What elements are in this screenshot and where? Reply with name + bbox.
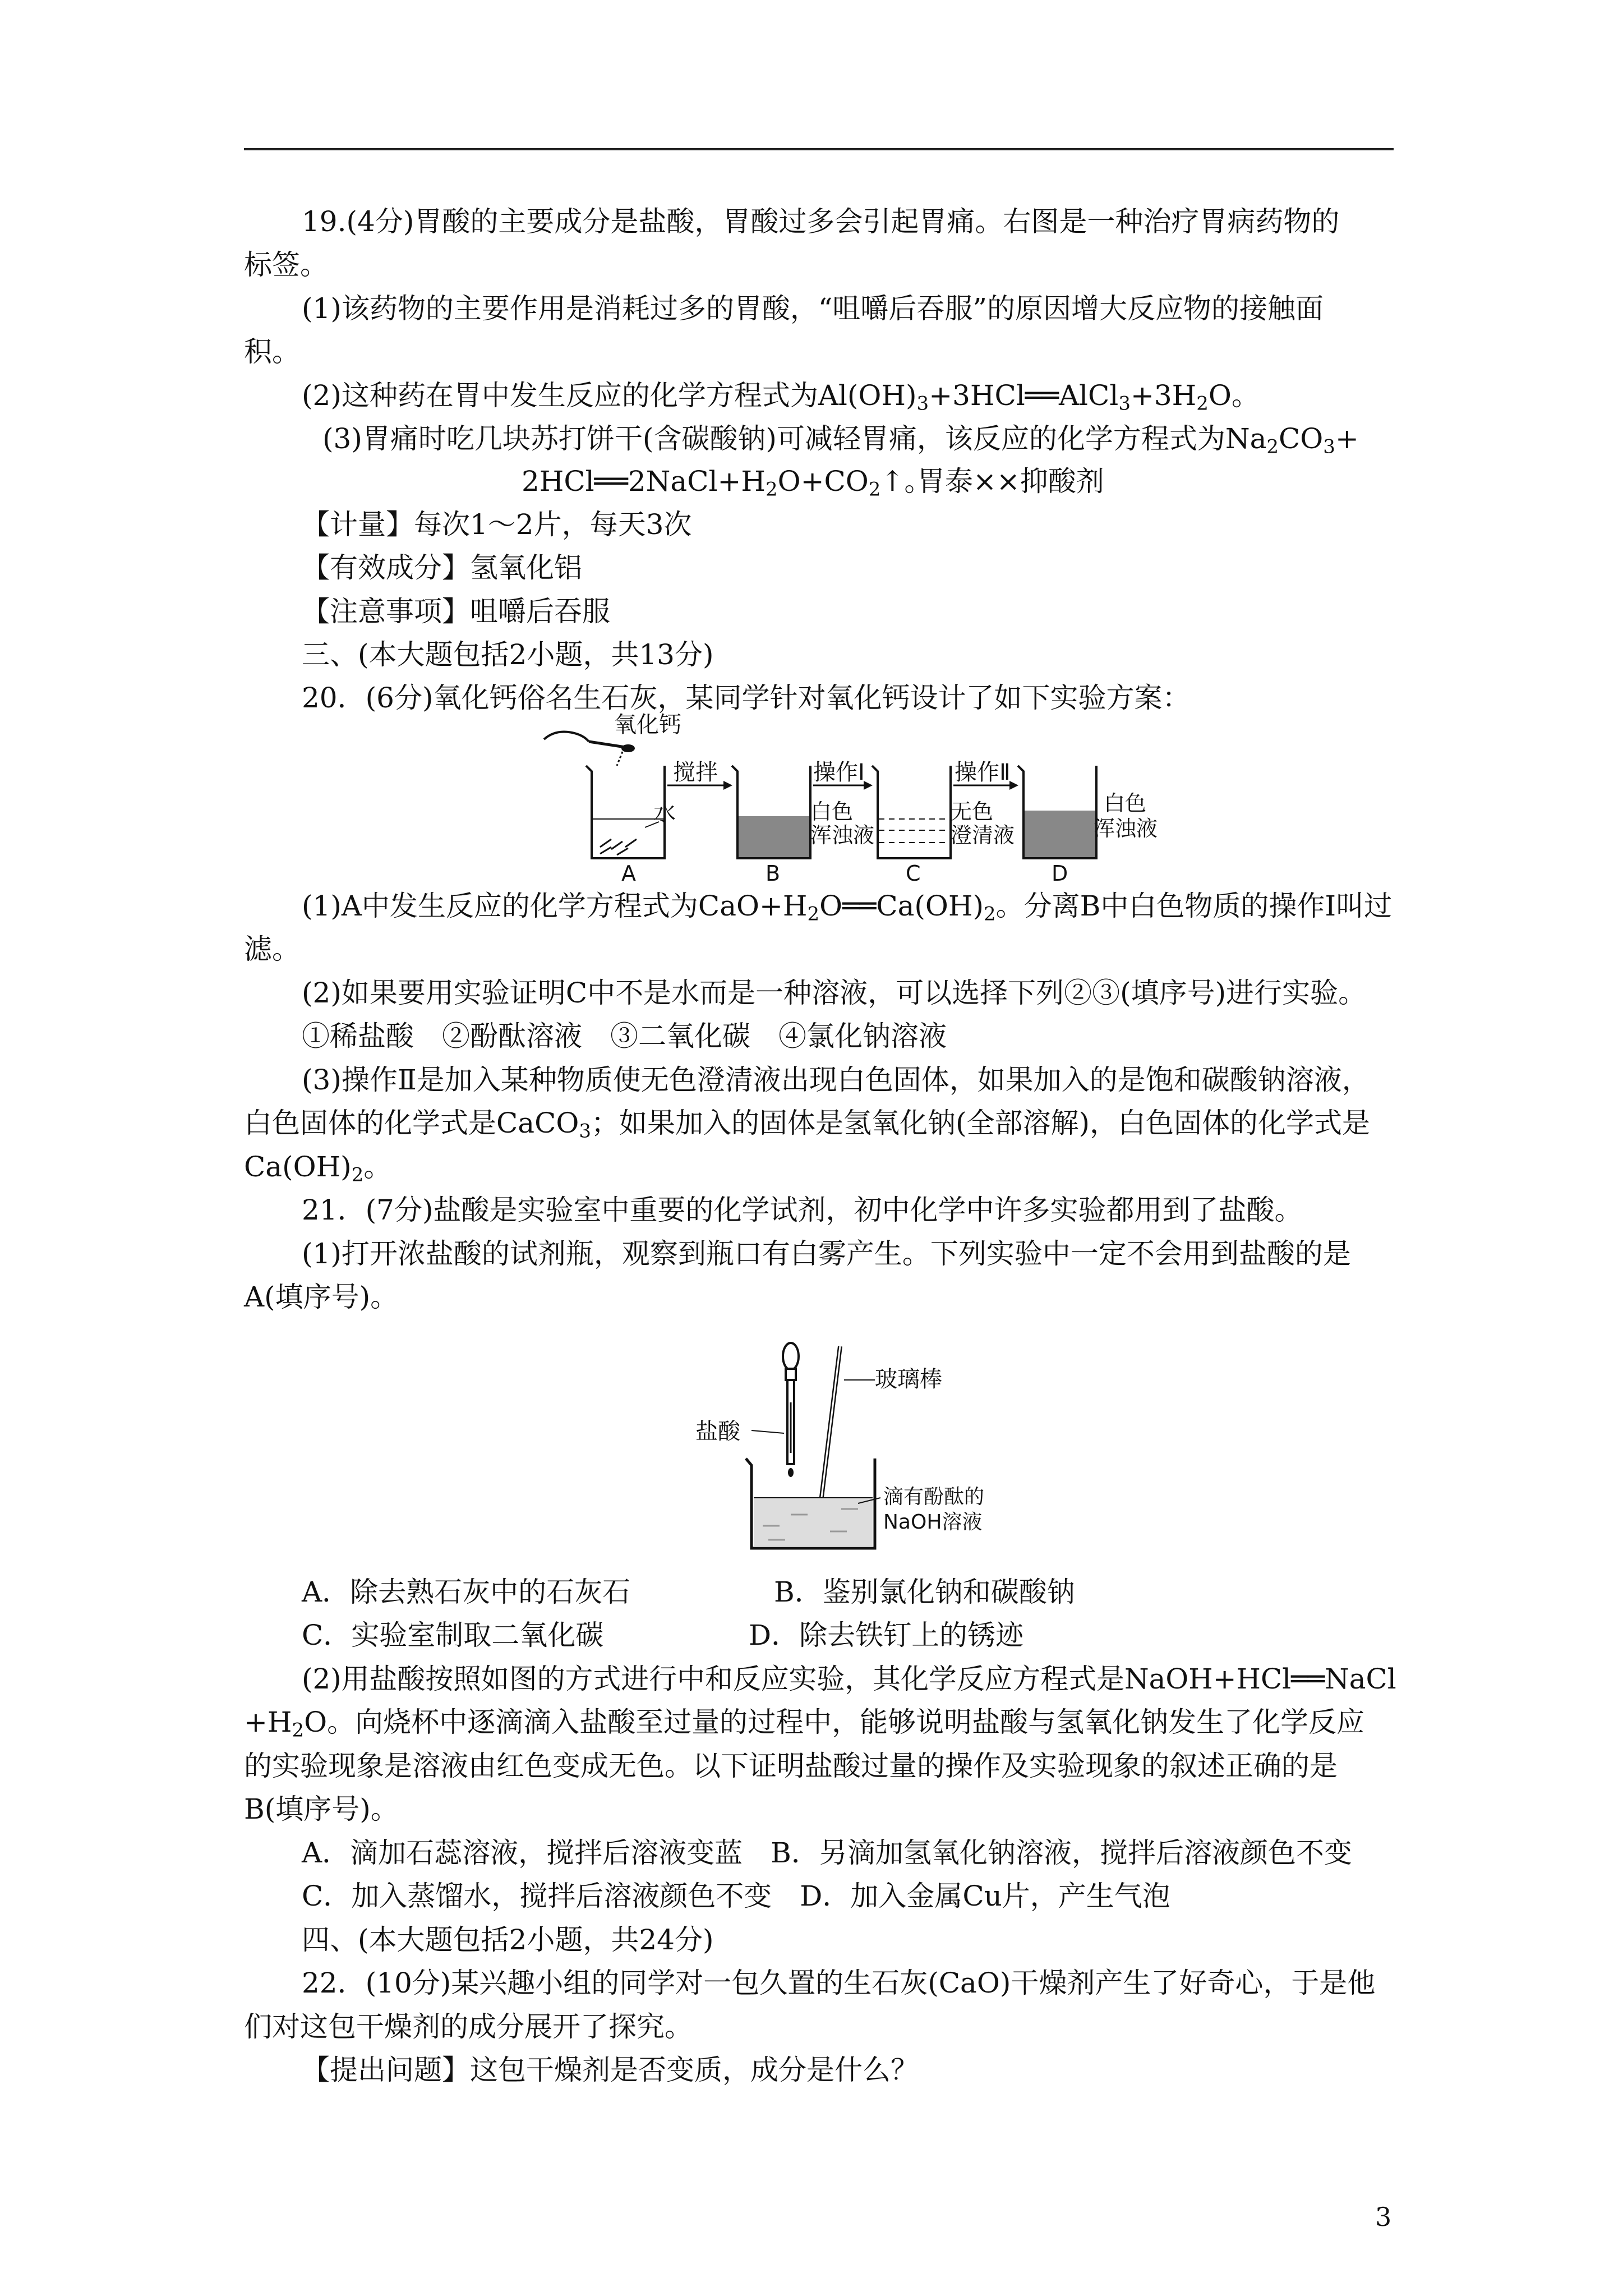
label-d: D: [1052, 861, 1068, 886]
q20-p3-line3: $Ca(OH)_2$。: [244, 1151, 392, 1186]
q21-p1-line1: (1)打开浓盐酸的试剂瓶，观察到瓶口有白雾产生。下列实验中一定不会用到盐酸的是: [302, 1237, 1351, 1270]
q20-options: ①稀盐酸 ②酚酞溶液 ③二氧化碳 ④氯化钠溶液: [302, 1020, 947, 1052]
q21-p2-line3: 的实验现象是溶液由红色变成无色。以下证明盐酸过量的操作及实验现象的叙述正确的是: [244, 1750, 1338, 1782]
acid-label: 盐酸: [695, 1419, 740, 1444]
q19-line6: (3)胃痛时吃几块苏打饼干(含碳酸钠)可减轻胃痛，该反应的化学方程式为$Na_2CO_3+$: [322, 422, 1359, 458]
op2-label: 操作Ⅱ: [955, 760, 1011, 785]
beaker-a: [586, 766, 665, 858]
q21-p2-line4: B(填序号)。: [244, 1793, 399, 1825]
q21-titration-figure: [695, 1335, 1009, 1559]
q20-p3-line2: 白色固体的化学式是CaCO$_3$；如果加入的固体是氢氧化钠(全部溶解)，白色固体的化学式是: [244, 1107, 1370, 1143]
d-label-2: 浑浊液: [1094, 816, 1158, 841]
q21-p2-line2: $+H_2O$。向烧杯中逐滴滴入盐酸至过量的过程中，能够说明盐酸与氢氧化钠发生了化学反应: [244, 1706, 1365, 1742]
label-a: A: [621, 861, 636, 886]
q20-beaker-figure: [533, 712, 1178, 886]
q21-choice-row2: C．加入蒸馏水，搅拌后溶液颜色不变 D．加入金属Cu片，产生气泡: [302, 1880, 1170, 1912]
drug-label-ingredient: 【有效成分】氢氧化铝: [302, 551, 582, 584]
q21-choice-row1: A．滴加石蕊溶液，搅拌后溶液变蓝 B．另滴加氢氧化钠溶液，搅拌后溶液颜色不变: [302, 1837, 1352, 1869]
cao-label: 氧化钙: [614, 712, 681, 738]
q21-p2-line1: (2)用盐酸按照如图的方式进行中和反应实验，其化学反应方程式是NaOH+HCl══NaCl: [302, 1663, 1396, 1695]
q19-line7: $2HCl══2NaCl+H_2O+CO_2↑$。: [522, 465, 933, 501]
solution-label-1: 滴有酚酞的: [883, 1485, 985, 1508]
stir-label: 搅拌: [673, 760, 718, 785]
dropper-icon: [783, 1343, 799, 1477]
q19-line5: (2)这种药在胃中发生反应的化学方程式为$Al(OH)_3+3HCl══AlCl_3+3H_2O$。: [302, 379, 1260, 415]
q21-p1-line2: A(填序号)。: [244, 1281, 399, 1313]
q20-line1: 20．(6分)氧化钙俗名生石灰，某同学针对氧化钙设计了如下实验方案：: [302, 682, 1191, 714]
q21-line1: 21．(7分)盐酸是实验室中重要的化学试剂，初中化学中许多实验都用到了盐酸。: [302, 1194, 1303, 1226]
d-label-1: 白色: [1104, 791, 1147, 816]
q20-p3-line1: (3)操作Ⅱ是加入某种物质使无色澄清液出现白色固体，如果加入的是饱和碳酸钠溶液，: [302, 1064, 1370, 1096]
b-label-2: 浑浊液: [810, 823, 875, 848]
drug-label-notice: 【注意事项】咀嚼后吞服: [302, 595, 610, 628]
q22-line3: 【提出问题】这包干燥剂是否变质，成分是什么？: [302, 2054, 919, 2086]
op1-label: 操作Ⅰ: [813, 760, 865, 785]
q19-line4: 积。: [244, 335, 300, 368]
drug-label-title: 胃泰××抑酸剂: [917, 465, 1104, 498]
q19-line3: (1)该药物的主要作用是消耗过多的胃酸，“咀嚼后吞服”的原因增大反应物的接触面: [302, 292, 1324, 325]
section4-heading: 四、(本大题包括2小题，共24分): [302, 1924, 714, 1956]
beaker-c: [872, 766, 951, 858]
q19-line2: 标签。: [244, 249, 328, 281]
q20-p1-line2: 滤。: [244, 933, 300, 965]
c-label-2: 澄清液: [951, 823, 1015, 848]
solution-label-2: NaOH溶液: [883, 1511, 983, 1534]
q20-p2: (2)如果要用实验证明C中不是水而是一种溶液，可以选择下列②③(填序号)进行实验。: [302, 977, 1367, 1009]
label-c: C: [906, 861, 921, 886]
beaker: [746, 1458, 875, 1548]
q21-option-b: B．鉴别氯化钠和碳酸钠: [774, 1576, 1075, 1608]
water-label: 水: [653, 800, 676, 826]
q19-line1: 19.(4分)胃酸的主要成分是盐酸，胃酸过多会引起胃痛。右图是一种治疗胃病药物的: [302, 205, 1340, 238]
q21-option-a: A．除去熟石灰中的石灰石: [302, 1576, 631, 1608]
b-label-1: 白色: [810, 799, 854, 824]
q21-option-c: C．实验室制取二氧化碳: [302, 1619, 604, 1651]
drug-label-dose: 【计量】每次1～2片，每天3次: [302, 508, 692, 541]
q20-p1: (1)A中发生反应的化学方程式为$CaO+H_2O══Ca(OH)_2$。分离B中白色物质的操作Ⅰ叫过: [302, 890, 1393, 926]
header-rule: [244, 148, 1394, 150]
beaker-d: [1018, 766, 1096, 858]
section3-heading: 三、(本大题包括2小题，共13分): [302, 638, 714, 671]
q22-line2: 们对这包干燥剂的成分展开了探究。: [244, 2010, 693, 2043]
q22-line1: 22．(10分)某兴趣小组的同学对一包久置的生石灰(CaO)干燥剂产生了好奇心，于是他: [302, 1967, 1376, 1999]
q21-option-d: D．除去铁钉上的锈迹: [749, 1619, 1024, 1651]
c-label-1: 无色: [951, 799, 994, 824]
label-b: B: [766, 861, 781, 886]
page-number: 3: [1375, 2202, 1392, 2232]
rod-label: 玻璃棒: [875, 1366, 942, 1392]
beaker-b: [732, 766, 810, 858]
